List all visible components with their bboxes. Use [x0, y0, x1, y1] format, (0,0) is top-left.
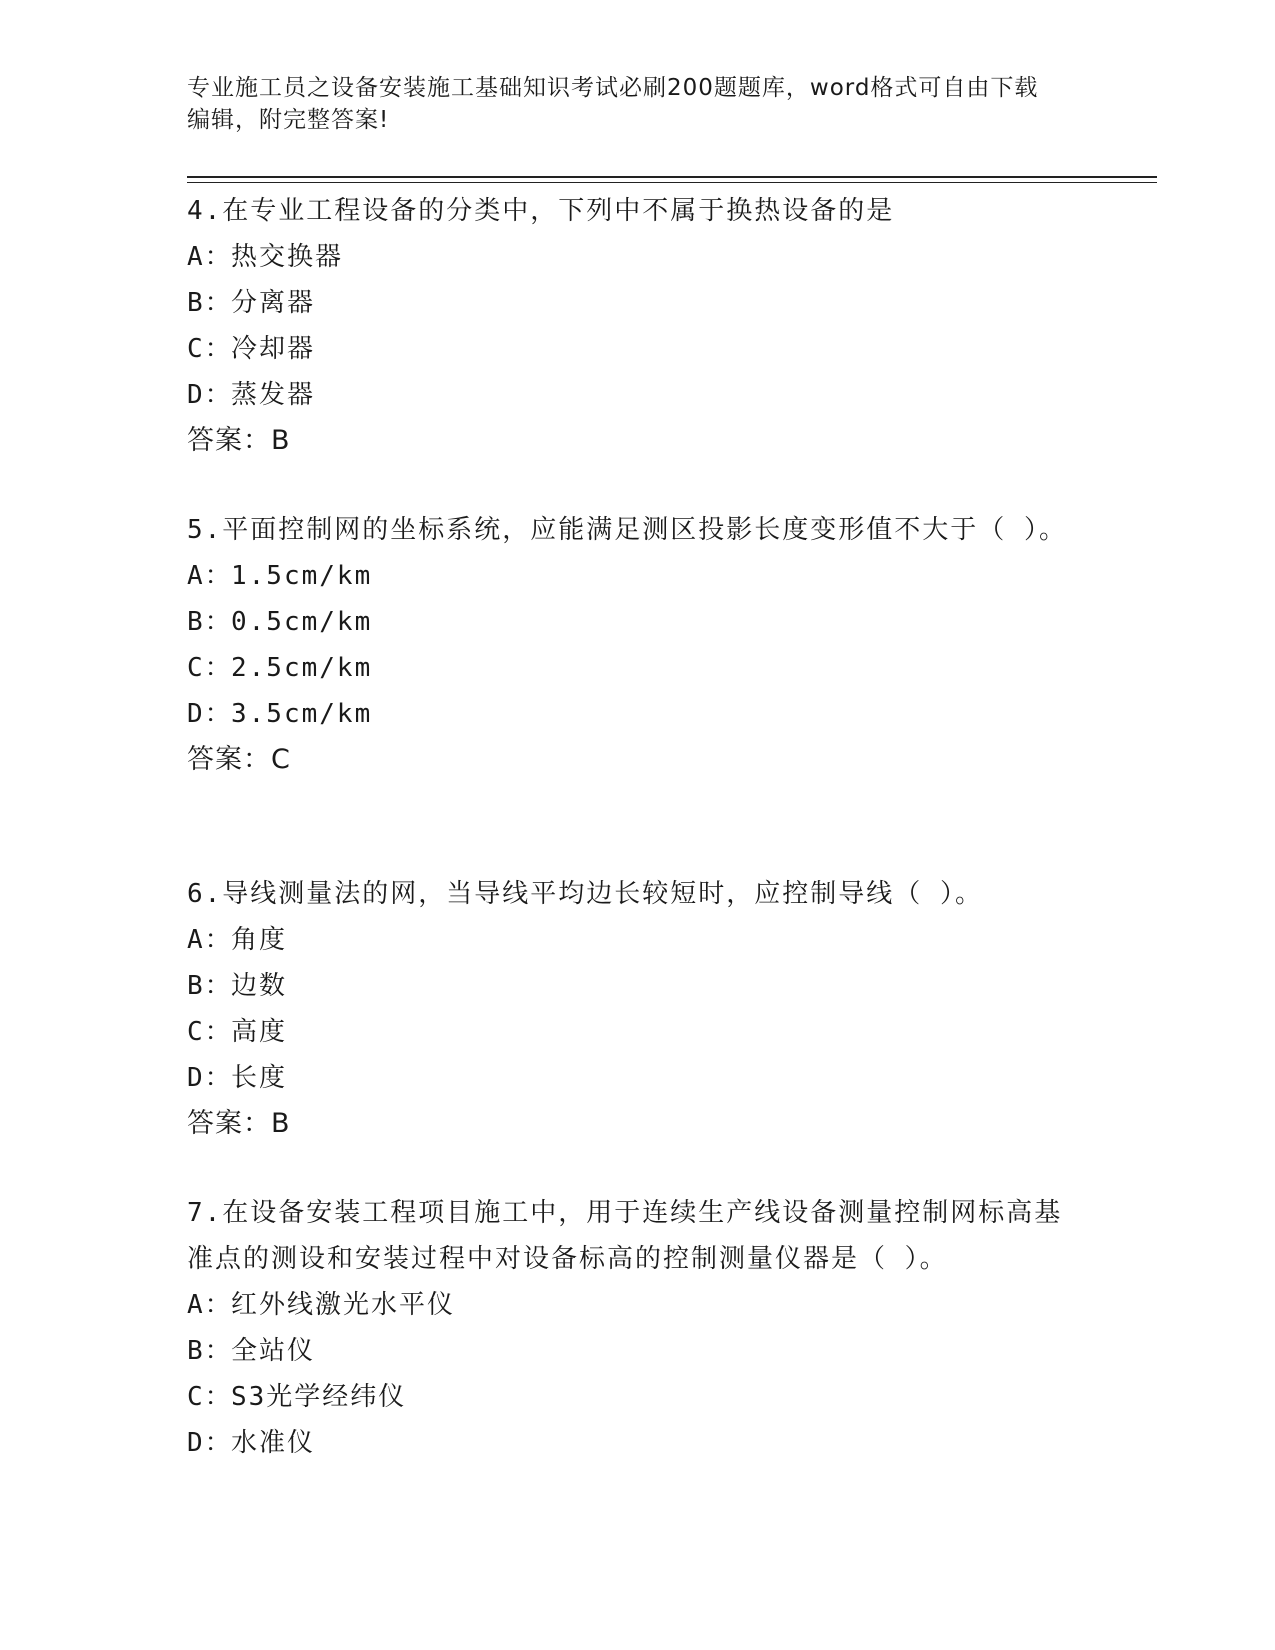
header-line-2: 编辑，附完整答案!	[187, 107, 390, 133]
option-text: 角度	[231, 925, 288, 955]
option-letter: B：	[187, 971, 233, 1001]
option-letter: C：	[187, 1382, 233, 1412]
option-c	[187, 326, 1067, 372]
option-text: 边数	[231, 971, 288, 1001]
option-b	[187, 599, 1067, 645]
question-stem: 7.在设备安装工程项目施工中，用于连续生产线设备测量控制网标高基准点的测设和安装过程中对设备标高的控制测量仪器是（ ）。	[187, 1198, 1063, 1274]
option-letter: A：	[187, 925, 233, 955]
question-7	[187, 1190, 1067, 1466]
question-stem: 5.平面控制网的坐标系统，应能满足测区投影长度变形值不大于（ ）。	[187, 515, 1067, 545]
option-text: 长度	[231, 1063, 288, 1093]
option-b	[187, 963, 1067, 1009]
question-6	[187, 871, 1067, 1147]
option-d	[187, 1420, 1067, 1466]
option-a	[187, 917, 1067, 963]
option-text: 蒸发器	[231, 380, 316, 410]
answer-key: 答案：B	[187, 425, 291, 456]
option-letter: A：	[187, 561, 233, 591]
option-text: 1.5cm/km	[231, 561, 373, 591]
option-text: 2.5cm/km	[231, 653, 373, 683]
option-text: 分离器	[231, 288, 316, 318]
option-letter: B：	[187, 288, 233, 318]
option-letter: D：	[187, 380, 233, 410]
header-divider-thin	[187, 182, 1157, 183]
option-letter: D：	[187, 1428, 233, 1458]
document-header	[187, 72, 1067, 136]
option-text: 热交换器	[231, 242, 344, 272]
question-stem: 6.导线测量法的网，当导线平均边长较短时，应控制导线（ ）。	[187, 879, 983, 909]
question-4	[187, 188, 1067, 464]
option-b	[187, 1328, 1067, 1374]
answer-key: 答案：C	[187, 744, 291, 775]
option-letter: C：	[187, 1017, 233, 1047]
option-c	[187, 1009, 1067, 1055]
option-letter: C：	[187, 334, 233, 364]
option-letter: D：	[187, 1063, 233, 1093]
option-a	[187, 553, 1067, 599]
option-letter: B：	[187, 1336, 233, 1366]
option-text: 冷却器	[231, 334, 316, 364]
option-d	[187, 1055, 1067, 1101]
option-c	[187, 645, 1067, 691]
header-divider-thick	[187, 176, 1157, 178]
option-text: 水准仪	[231, 1428, 316, 1458]
option-letter: D：	[187, 699, 233, 729]
option-d	[187, 372, 1067, 418]
answer-key: 答案：B	[187, 1108, 291, 1139]
option-c	[187, 1374, 1067, 1420]
option-letter: A：	[187, 1290, 233, 1320]
option-letter: A：	[187, 242, 233, 272]
option-d	[187, 691, 1067, 737]
option-text: 高度	[231, 1017, 288, 1047]
question-5	[187, 507, 1067, 783]
option-letter: C：	[187, 653, 233, 683]
option-letter: B：	[187, 607, 233, 637]
option-a	[187, 1282, 1067, 1328]
question-stem: 4.在专业工程设备的分类中，下列中不属于换热设备的是	[187, 196, 895, 226]
option-a	[187, 234, 1067, 280]
option-text: 红外线激光水平仪	[231, 1290, 456, 1320]
option-b	[187, 280, 1067, 326]
option-text: S3光学经纬仪	[231, 1382, 407, 1412]
option-text: 0.5cm/km	[231, 607, 373, 637]
header-line-1: 专业施工员之设备安装施工基础知识考试必刷200题题库，word格式可自由下载	[187, 75, 1039, 101]
option-text: 3.5cm/km	[231, 699, 373, 729]
option-text: 全站仪	[231, 1336, 316, 1366]
